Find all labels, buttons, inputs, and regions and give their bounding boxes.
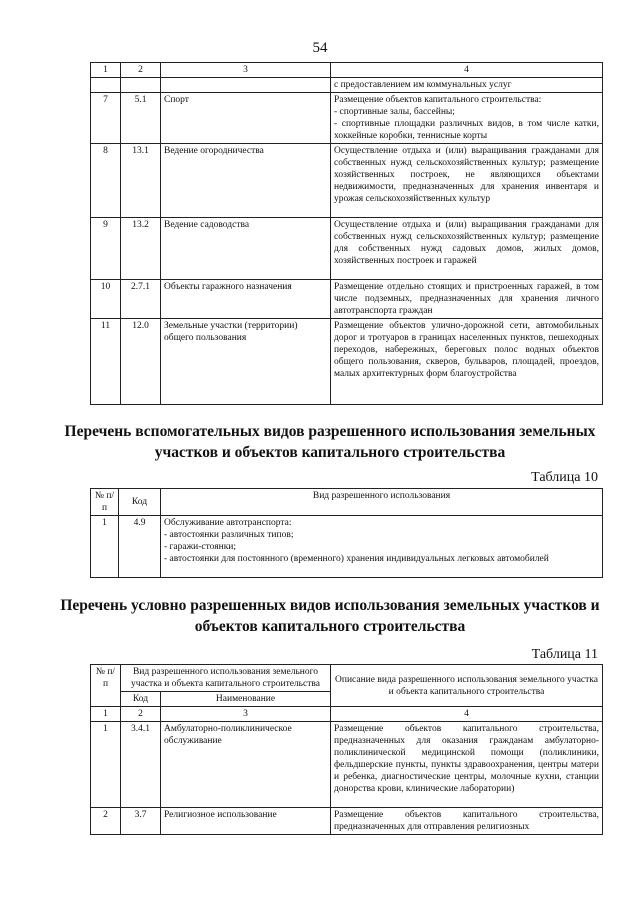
row-code: 3.7 (121, 808, 161, 835)
row-description: Размещение отдельно стоящих и пристроенных гаражей, в том числе подземных, предназначенных для хранения личного автотранспорта граждан (331, 280, 603, 319)
conditional-uses-table (90, 664, 603, 835)
row-num: 10 (91, 280, 121, 319)
col-number: 1 (91, 707, 121, 722)
row-description: Осуществление отдыха и (или) выращивания гражданами для собственных нужд сельскохозяйственных культур; размещение для собственных нужд садовых домов, жилых домов, хозяйственных построек и гаражей (331, 218, 603, 280)
row-name: Земельные участки (территории) общего пользования (161, 319, 331, 405)
main-uses-table (90, 62, 603, 405)
row-code: 5.1 (121, 93, 161, 144)
table-10-caption: Таблица 10 (531, 470, 598, 485)
table-11-caption: Таблица 11 (531, 647, 598, 662)
table-row (91, 319, 603, 405)
row-description: Обслуживание автотранспорта: - автостоянки различных типов; - гаражи-стоянки; - автостоянки для постоянного (временного) хранения индивидуальных легковых автомобилей (161, 516, 603, 578)
section-heading-auxiliary: Перечень вспомогательных видов разрешенного использования земельных участков и объектов капитального строительства (64, 423, 596, 461)
row-code: 12.0 (121, 319, 161, 405)
row-code: 3.4.1 (121, 722, 161, 808)
table-row (91, 280, 603, 319)
row-num: 8 (91, 144, 121, 218)
header-code: Код (119, 489, 161, 516)
col-number: 3 (161, 707, 331, 722)
col-number: 4 (331, 707, 603, 722)
table-row (91, 722, 603, 808)
auxiliary-uses-table (90, 488, 603, 578)
table-header-row (91, 63, 603, 78)
row-num: 1 (91, 516, 119, 578)
row-num: 2 (91, 808, 121, 835)
column-number-row (91, 707, 603, 722)
section-heading-conditional: Перечень условно разрешенных видов использования земельных участков и объектов капитального строительства (60, 597, 600, 635)
row-name: Спорт (161, 93, 331, 144)
row-code: 2.7.1 (121, 280, 161, 319)
table-row (91, 808, 603, 835)
header-name: Наименование (161, 692, 331, 707)
row-name: Амбулаторно-поликлиническое обслуживание (161, 722, 331, 808)
row-code: 4.9 (119, 516, 161, 578)
table-row (91, 78, 603, 93)
row-description: Размещение объектов улично-дорожной сети, автомобильных дорог и тротуаров в границах населенных пунктов, пешеходных переходов, набережных, береговых полос водных объектов общего пользования, скверов, бульваров, площадей, проездов, малых архитектурных форм благоустройства (331, 319, 603, 405)
row-description: Размещение объектов капитального строительства: - спортивные залы, бассейны; - спортивные площадки различных видов, в том числе катки, хоккейные коробки, теннисные корты (331, 93, 603, 144)
table-row (91, 516, 603, 578)
col-number: 2 (121, 707, 161, 722)
header-use: Вид разрешенного использования земельного участка и объекта капитального строительства (121, 665, 331, 692)
header-num: № п/п (91, 665, 121, 707)
header-num: № п/п (91, 489, 119, 516)
col-number: 1 (91, 63, 121, 78)
row-description: с предоставлением им коммунальных услуг (331, 78, 603, 93)
table-header-row (91, 665, 603, 692)
row-code: 13.1 (121, 144, 161, 218)
row-num: 9 (91, 218, 121, 280)
row-name: Религиозное использование (161, 808, 331, 835)
header-code: Код (121, 692, 161, 707)
row-description: Осуществление отдыха и (или) выращивания гражданами для собственных нужд сельскохозяйственных культур; размещение хозяйственных построек, не являющихся объектами недвижимости, предназначенных для хранения инвентаря и урожая сельскохозяйственных культур (331, 144, 603, 218)
col-number: 4 (331, 63, 603, 78)
col-number: 2 (121, 63, 161, 78)
row-num: 1 (91, 722, 121, 808)
row-name: Ведение садоводства (161, 218, 331, 280)
table-row (91, 218, 603, 280)
row-code: 13.2 (121, 218, 161, 280)
header-use: Вид разрешенного использования (161, 489, 603, 516)
col-number: 3 (161, 63, 331, 78)
row-description: Размещение объектов капитального строительства, предназначенных для оказания гражданам амбулаторно-поликлинической медицинской помощи (поликлиники, фельдшерские пункты, пункты здравоохранения, центры матери и ребенка, диагностические центры, молочные кухни, станции донорства крови, клинические лаборатории) (331, 722, 603, 808)
row-name: Объекты гаражного назначения (161, 280, 331, 319)
row-name: Ведение огородничества (161, 144, 331, 218)
page-number: 54 (312, 40, 328, 56)
header-description: Описание вида разрешенного использования земельного участка и объекта капитального строительства (331, 665, 603, 707)
table-header-row (91, 489, 603, 516)
row-description: Размещение объектов капитального строительства, предназначенных для отправления религиозных (331, 808, 603, 835)
row-num: 7 (91, 93, 121, 144)
table-row (91, 144, 603, 218)
row-num: 11 (91, 319, 121, 405)
table-row (91, 93, 603, 144)
